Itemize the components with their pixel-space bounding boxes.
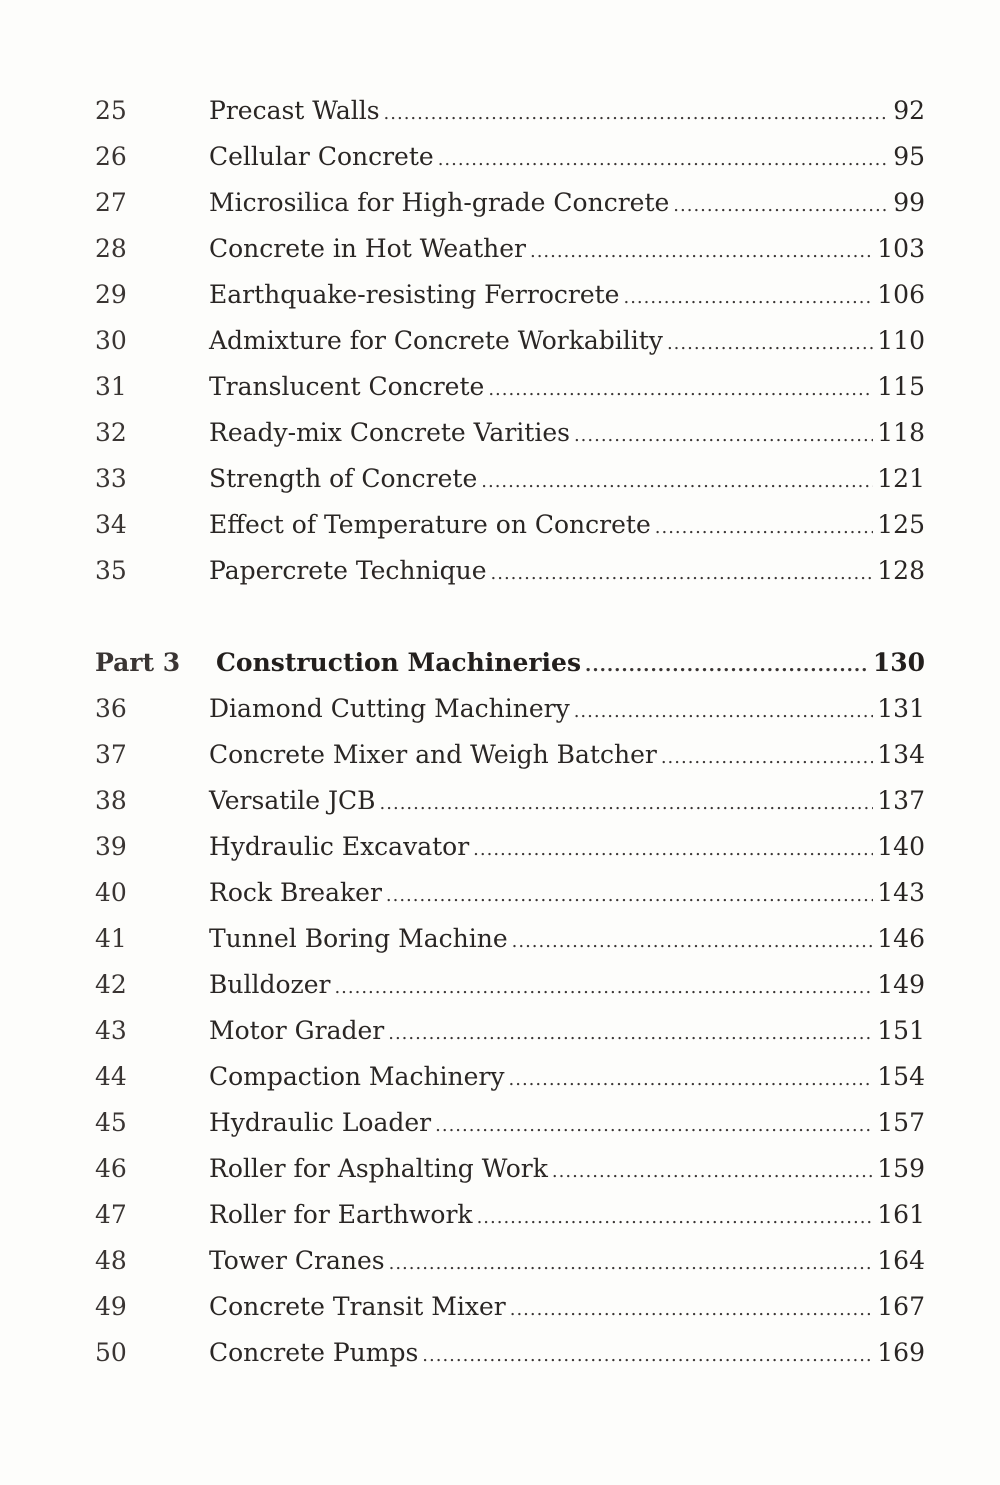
chapter-number: 45 [95,1108,127,1137]
page-number: 140 [877,832,925,861]
dot-leader [389,1244,874,1284]
chapter-number: 33 [95,464,127,493]
dot-leader [509,1060,874,1100]
toc-entry[interactable] [95,1195,925,1235]
page-number: 130 [872,648,925,677]
toc-entry[interactable] [95,873,925,913]
dot-leader [477,1198,874,1238]
page-number: 137 [877,786,925,815]
dot-leader [574,692,874,732]
chapter-title: Papercrete Technique [209,556,487,585]
dot-leader [667,324,873,364]
chapter-title: Concrete in Hot Weather [209,234,526,263]
page-number: 128 [877,556,925,585]
page-number: 125 [877,510,925,539]
dot-leader [673,186,889,226]
chapter-number: 28 [95,234,127,263]
page-number: 149 [877,970,925,999]
chapter-number: 43 [95,1016,127,1045]
page-number: 99 [893,188,925,217]
chapter-number: 26 [95,142,127,171]
page-number: 103 [877,234,925,263]
chapter-number: 42 [95,970,127,999]
part-label: Part 3 [95,648,181,677]
chapter-title: Versatile JCB [209,786,376,815]
dot-leader [530,232,873,272]
toc-entry[interactable] [95,275,925,315]
chapter-number: 36 [95,694,127,723]
page-number: 92 [893,96,925,125]
chapter-title: Roller for Asphalting Work [209,1154,548,1183]
toc-entry[interactable] [95,1241,925,1281]
page-number: 131 [877,694,925,723]
part-heading[interactable] [95,643,925,683]
dot-leader [512,922,874,962]
dot-leader [384,94,890,134]
page-number: 164 [877,1246,925,1275]
toc-entry[interactable] [95,183,925,223]
chapter-title: Effect of Temperature on Concrete [209,510,651,539]
toc-entry[interactable] [95,689,925,729]
toc-entry[interactable] [95,91,925,131]
chapter-number: 32 [95,418,127,447]
page-number: 167 [877,1292,925,1321]
chapter-title: Precast Walls [209,96,380,125]
chapter-title: Motor Grader [209,1016,385,1045]
toc-entry[interactable] [95,1011,925,1051]
dot-leader [422,1336,873,1376]
chapter-number: 44 [95,1062,127,1091]
page-number: 95 [893,142,925,171]
toc-entry[interactable] [95,965,925,1005]
chapter-number: 40 [95,878,127,907]
toc-entry[interactable] [95,1287,925,1327]
dot-leader [473,830,873,870]
chapter-number: 46 [95,1154,127,1183]
chapter-title: Translucent Concrete [209,372,485,401]
chapter-title: Hydraulic Excavator [209,832,470,861]
dot-leader [334,968,873,1008]
page-number: 106 [877,280,925,309]
dot-leader [574,416,873,456]
chapter-number: 49 [95,1292,127,1321]
toc-entry[interactable] [95,137,925,177]
page-number: 134 [877,740,925,769]
chapter-title: Roller for Earthwork [209,1200,473,1229]
dot-leader [491,554,874,594]
toc-entry[interactable] [95,367,925,407]
chapter-number: 34 [95,510,127,539]
dot-leader [552,1152,873,1192]
chapter-title: Strength of Concrete [209,464,478,493]
chapter-number: 35 [95,556,127,585]
dot-leader [481,462,873,502]
toc-entry[interactable] [95,551,925,591]
chapter-number: 37 [95,740,127,769]
chapter-title: Rock Breaker [209,878,382,907]
page-number: 118 [877,418,925,447]
chapter-title: Concrete Transit Mixer [209,1292,506,1321]
page-number: 169 [877,1338,925,1367]
toc-entry[interactable] [95,229,925,269]
chapter-number: 31 [95,372,127,401]
chapter-number: 38 [95,786,127,815]
chapter-title: Compaction Machinery [209,1062,505,1091]
chapter-title: Ready-mix Concrete Varities [209,418,570,447]
dot-leader [585,646,869,686]
page-number: 159 [877,1154,925,1183]
page-number: 121 [877,464,925,493]
chapter-title: Microsilica for High-grade Concrete [209,188,670,217]
page-number: 146 [877,924,925,953]
chapter-number: 50 [95,1338,127,1367]
toc-entry[interactable] [95,735,925,775]
page-number: 115 [877,372,925,401]
toc-entry[interactable] [95,459,925,499]
page-number: 110 [877,326,925,355]
dot-leader [510,1290,874,1330]
dot-leader [435,1106,873,1146]
dot-leader [661,738,873,778]
toc-entry[interactable] [95,1149,925,1189]
chapter-number: 29 [95,280,127,309]
chapter-title: Tunnel Boring Machine [209,924,508,953]
dot-leader [655,508,874,548]
toc-entry[interactable] [95,781,925,821]
chapter-number: 39 [95,832,127,861]
chapter-title: Cellular Concrete [209,142,434,171]
chapter-number: 27 [95,188,127,217]
chapter-title: Diamond Cutting Machinery [209,694,570,723]
part-title: Construction Machineries [216,648,582,677]
dot-leader [623,278,873,318]
chapter-title: Concrete Pumps [209,1338,419,1367]
chapter-number: 25 [95,96,127,125]
dot-leader [488,370,873,410]
chapter-number: 30 [95,326,127,355]
toc-entry[interactable] [95,321,925,361]
chapter-number: 47 [95,1200,127,1229]
chapter-number: 41 [95,924,127,953]
page-number: 157 [877,1108,925,1137]
page-number: 143 [877,878,925,907]
page-number: 154 [877,1062,925,1091]
toc-entry[interactable] [95,1103,925,1143]
chapter-title: Concrete Mixer and Weigh Batcher [209,740,657,769]
chapter-number: 48 [95,1246,127,1275]
chapter-title: Hydraulic Loader [209,1108,432,1137]
chapter-title: Bulldozer [209,970,331,999]
dot-leader [386,876,873,916]
toc-entry[interactable] [95,919,925,959]
chapter-title: Earthquake-resisting Ferrocrete [209,280,620,309]
dot-leader [388,1014,873,1054]
toc-entry[interactable] [95,1057,925,1097]
toc-entry[interactable] [95,505,925,545]
chapter-title: Admixture for Concrete Workability [209,326,663,355]
chapter-title: Tower Cranes [209,1246,385,1275]
dot-leader [380,784,874,824]
toc-entry[interactable] [95,1333,925,1373]
dot-leader [438,140,890,180]
toc-entry[interactable] [95,413,925,453]
page-number: 161 [877,1200,925,1229]
toc-entry[interactable] [95,827,925,867]
page-number: 151 [877,1016,925,1045]
